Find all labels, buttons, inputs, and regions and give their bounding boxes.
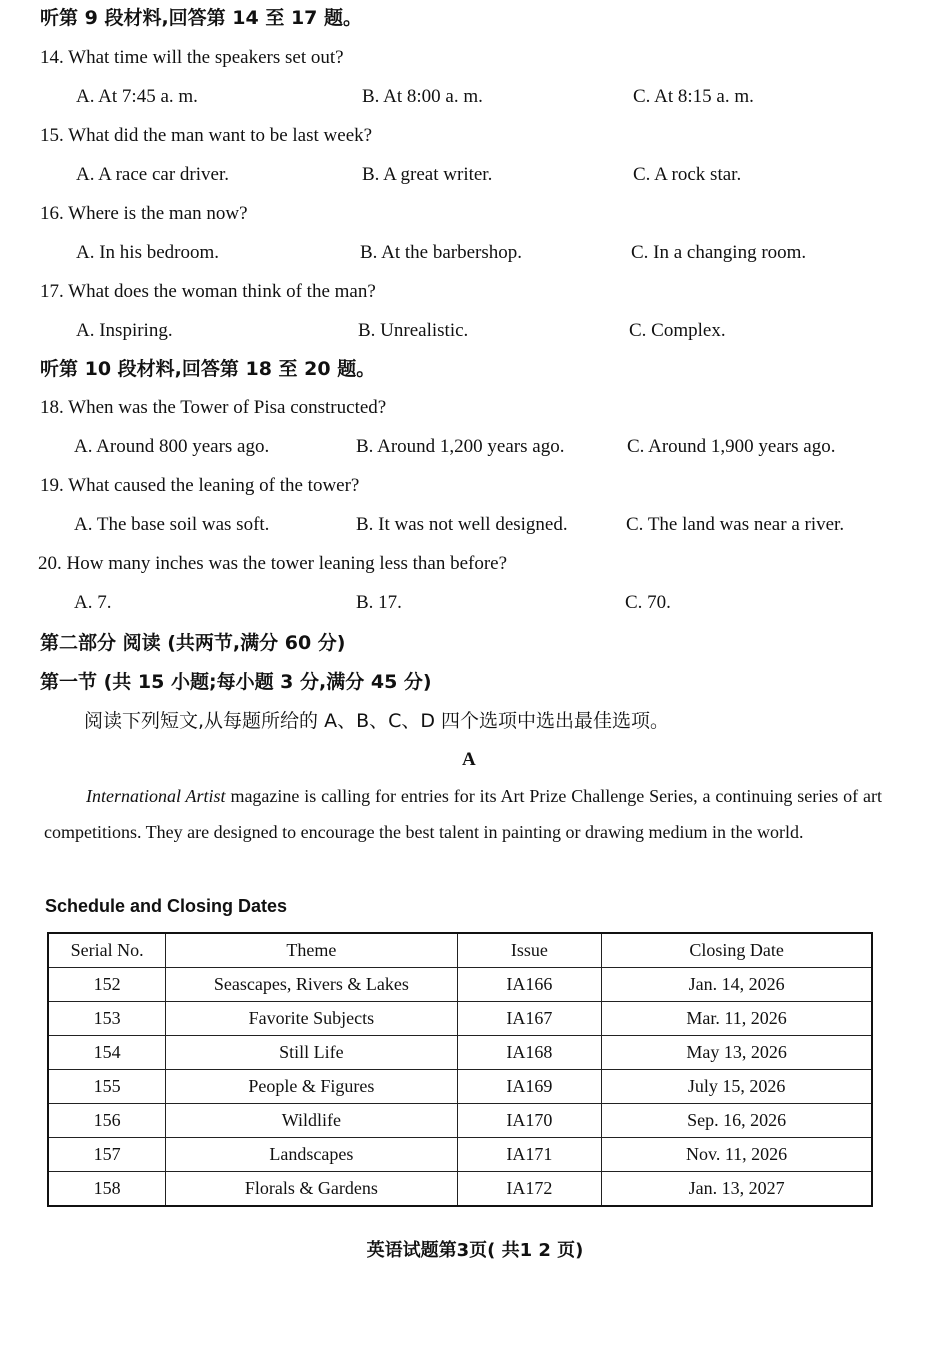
- passage-letter: A: [462, 749, 476, 770]
- serial-cell: 154: [48, 1036, 166, 1070]
- section-10-header: 听第 10 段材料,回答第 18 至 20 题。: [40, 358, 376, 380]
- theme-cell: Landscapes: [166, 1138, 457, 1172]
- q17-option-a: A. Inspiring.: [76, 320, 173, 341]
- closing-date-cell: Mar. 11, 2026: [602, 1002, 872, 1036]
- issue-cell: IA167: [457, 1002, 602, 1036]
- q16-option-c: C. In a changing room.: [631, 242, 807, 263]
- schedule-table: [47, 932, 873, 1207]
- theme-cell: Wildlife: [166, 1104, 457, 1138]
- issue-cell: IA168: [457, 1036, 602, 1070]
- q19-option-c: C. The land was near a river.: [626, 514, 845, 535]
- issue-cell: IA170: [457, 1104, 602, 1138]
- issue-cell: IA169: [457, 1070, 602, 1104]
- theme-cell: Still Life: [166, 1036, 457, 1070]
- q18-option-c: C. Around 1,900 years ago.: [627, 436, 836, 457]
- q16-option-a: A. In his bedroom.: [76, 242, 220, 263]
- closing-date-cell: Jan. 13, 2027: [602, 1172, 872, 1207]
- section-9-header: 听第 9 段材料,回答第 14 至 17 题。: [40, 7, 363, 29]
- table-row: [48, 1104, 872, 1138]
- section-1-title: 第一节 (共 15 小题;每小题 3 分,满分 45 分): [40, 671, 432, 693]
- question-15: 15. What did the man want to be last week?: [40, 125, 373, 146]
- closing-date-cell: Sep. 16, 2026: [602, 1104, 872, 1138]
- q15-option-b: B. A great writer.: [362, 164, 493, 185]
- q20-option-a: A. 7.: [74, 592, 112, 613]
- q14-option-c: C. At 8:15 a. m.: [633, 86, 754, 107]
- q20-option-b: B. 17.: [356, 592, 402, 613]
- question-18: 18. When was the Tower of Pisa constructed?: [40, 397, 387, 418]
- serial-cell: 158: [48, 1172, 166, 1207]
- table-header-row: [48, 933, 872, 968]
- serial-cell: 155: [48, 1070, 166, 1104]
- q19-option-a: A. The base soil was soft.: [74, 514, 270, 535]
- header-issue: Issue: [457, 933, 602, 968]
- q18-option-a: A. Around 800 years ago.: [74, 436, 270, 457]
- q20-option-c: C. 70.: [625, 592, 671, 613]
- closing-date-cell: Jan. 14, 2026: [602, 968, 872, 1002]
- serial-cell: 156: [48, 1104, 166, 1138]
- table-row: [48, 1036, 872, 1070]
- question-17: 17. What does the woman think of the man?: [40, 281, 376, 302]
- theme-cell: Favorite Subjects: [166, 1002, 457, 1036]
- q14-option-a: A. At 7:45 a. m.: [76, 86, 198, 107]
- header-serial-no: Serial No.: [48, 933, 166, 968]
- table-row: [48, 1172, 872, 1207]
- page-footer: 英语试题第3页( 共1 2 页): [366, 1240, 584, 1261]
- part-2-title: 第二部分 阅读 (共两节,满分 60 分): [40, 632, 346, 654]
- issue-cell: IA172: [457, 1172, 602, 1207]
- table-row: [48, 1070, 872, 1104]
- issue-cell: IA171: [457, 1138, 602, 1172]
- theme-cell: People & Figures: [166, 1070, 457, 1104]
- schedule-title: Schedule and Closing Dates: [45, 896, 288, 916]
- question-20: 20. How many inches was the tower leaning less than before?: [38, 553, 508, 574]
- theme-cell: Florals & Gardens: [166, 1172, 457, 1207]
- table-row: [48, 1138, 872, 1172]
- serial-cell: 152: [48, 968, 166, 1002]
- question-19: 19. What caused the leaning of the tower?: [40, 475, 360, 496]
- header-closing-date: Closing Date: [602, 933, 872, 968]
- table-row: [48, 968, 872, 1002]
- q15-option-a: A. A race car driver.: [76, 164, 229, 185]
- serial-cell: 153: [48, 1002, 166, 1036]
- q14-option-b: B. At 8:00 a. m.: [362, 86, 483, 107]
- issue-cell: IA166: [457, 968, 602, 1002]
- q17-option-b: B. Unrealistic.: [358, 320, 469, 341]
- header-theme: Theme: [166, 933, 457, 968]
- reading-instructions: 阅读下列短文,从每题所给的 A、B、C、D 四个选项中选出最佳选项。: [84, 710, 670, 732]
- q18-option-b: B. Around 1,200 years ago.: [356, 436, 565, 457]
- q15-option-c: C. A rock star.: [633, 164, 742, 185]
- q16-option-b: B. At the barbershop.: [360, 242, 523, 263]
- table-row: [48, 1002, 872, 1036]
- theme-cell: Seascapes, Rivers & Lakes: [166, 968, 457, 1002]
- passage-paragraph: [44, 778, 882, 850]
- q17-option-c: C. Complex.: [629, 320, 726, 341]
- passage-text: magazine is calling for entries for its Art Prize Challenge Series, a continuing series of art competitions. They are designed to encourage the best talent in painting or drawing medium in the world.: [44, 786, 882, 842]
- serial-cell: 157: [48, 1138, 166, 1172]
- closing-date-cell: May 13, 2026: [602, 1036, 872, 1070]
- question-16: 16. Where is the man now?: [40, 203, 248, 224]
- q19-option-b: B. It was not well designed.: [356, 514, 568, 535]
- closing-date-cell: Nov. 11, 2026: [602, 1138, 872, 1172]
- closing-date-cell: July 15, 2026: [602, 1070, 872, 1104]
- magazine-name: International Artist: [86, 786, 226, 806]
- question-14: 14. What time will the speakers set out?: [40, 47, 344, 68]
